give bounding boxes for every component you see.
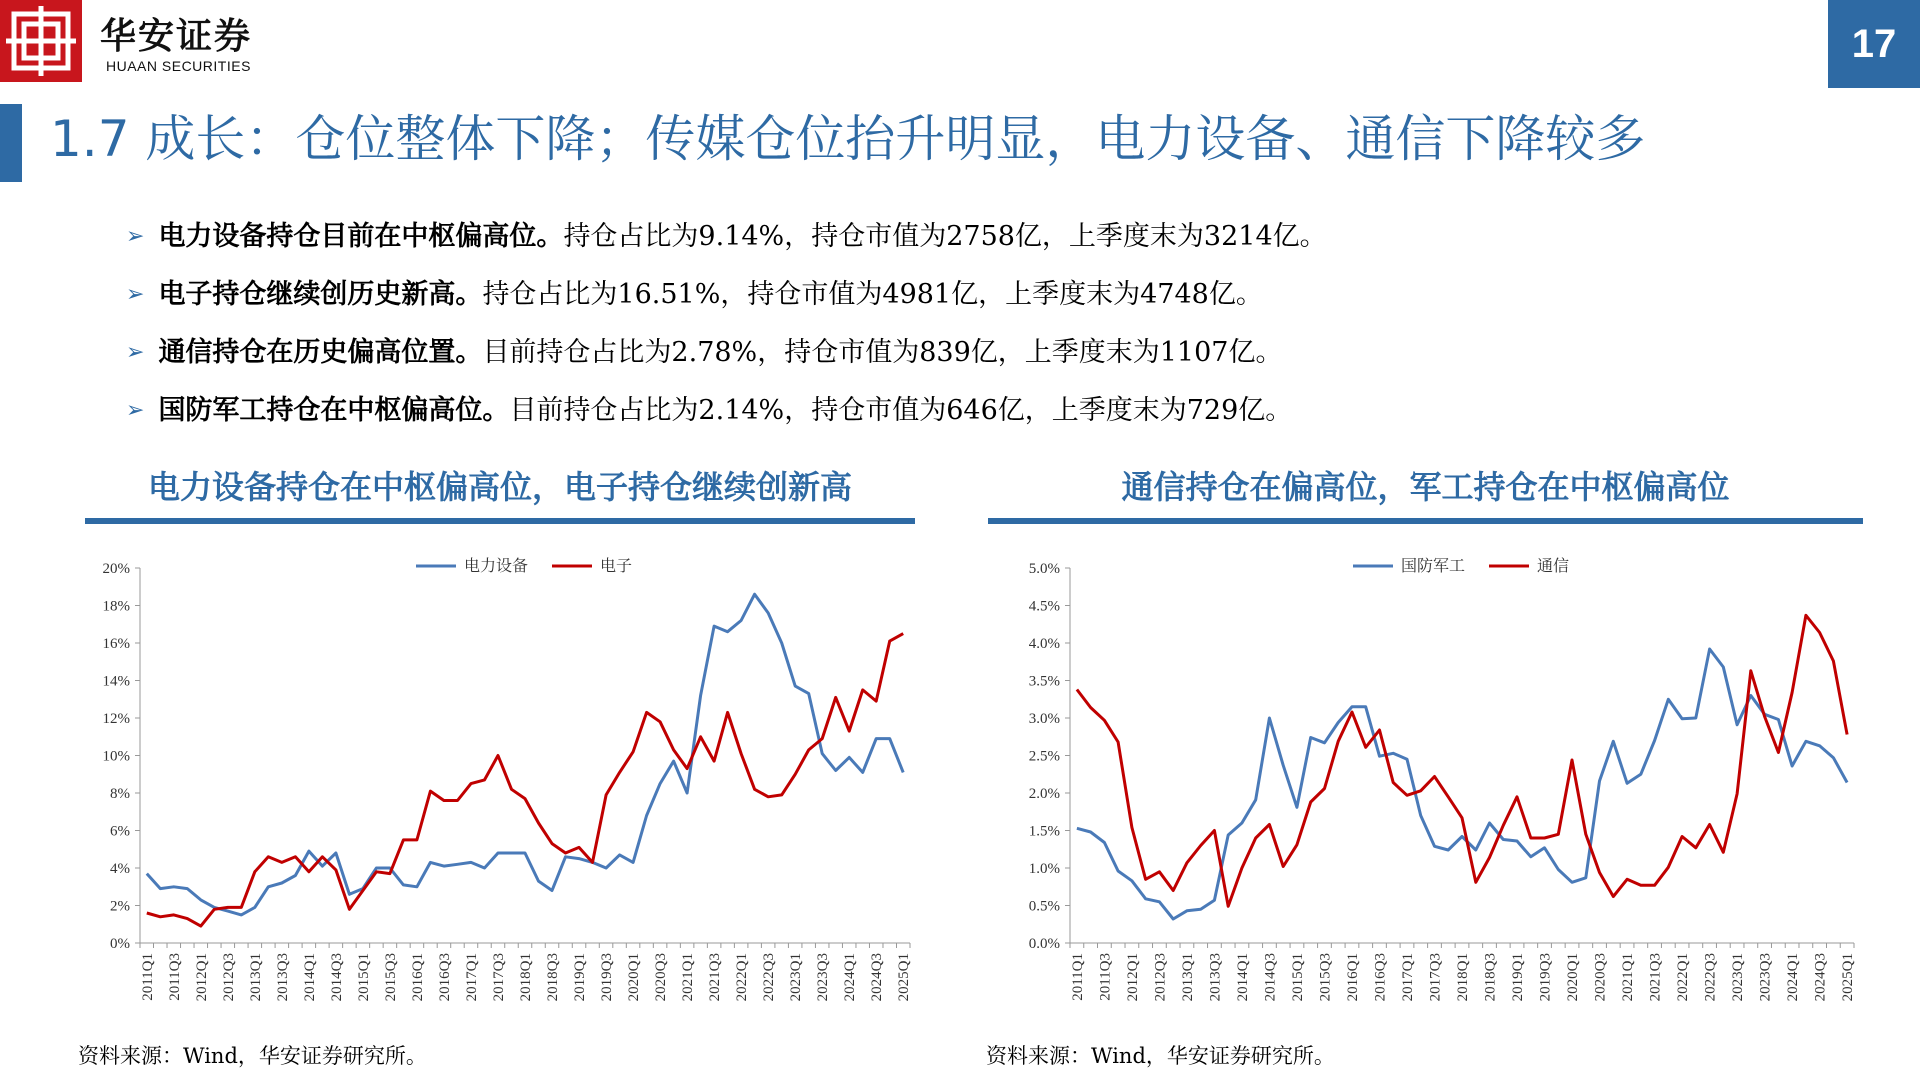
bullet-text: 持仓占比为16.51%，持仓市值为4981亿，上季度末为4748亿。 — [482, 279, 1263, 310]
x-tick-label: 2019Q3 — [1537, 953, 1554, 1002]
series-line-1 — [1077, 649, 1847, 919]
logo-chinese: 华安证券 — [100, 16, 253, 57]
x-tick-label: 2020Q1 — [626, 953, 643, 1002]
x-tick-label: 2017Q1 — [463, 953, 480, 1002]
x-tick-label: 2013Q1 — [1179, 953, 1196, 1002]
y-tick-label: 3.0% — [1028, 711, 1060, 727]
y-tick-label: 2% — [110, 898, 130, 915]
x-tick-label: 2018Q1 — [1455, 953, 1471, 1002]
legend — [1353, 557, 1569, 575]
logo-english: HUAAN SECURITIES — [106, 58, 251, 74]
x-tick-label: 2015Q1 — [1289, 953, 1306, 1002]
y-tick-label: 4.5% — [1028, 598, 1060, 615]
x-tick-label: 2022Q3 — [1702, 953, 1719, 1002]
bullet-text: 目前持仓占比为2.78%，持仓市值为839亿，上季度末为1107亿。 — [482, 337, 1283, 368]
bullet-bold: 国防军工持仓在中枢偏高位。 — [158, 395, 510, 426]
x-tick-label: 2019Q1 — [1510, 953, 1527, 1002]
x-tick-label: 2014Q3 — [1262, 953, 1279, 1002]
y-tick-label: 4% — [110, 861, 130, 877]
arrow-bullet-icon: ➢ — [126, 224, 145, 249]
x-tick-label: 2011Q3 — [166, 953, 183, 1001]
x-tick-label: 2018Q3 — [1482, 953, 1499, 1002]
y-tick-label: 1.0% — [1028, 861, 1060, 877]
chart-rule-left — [85, 518, 915, 524]
y-tick-label: 0.0% — [1028, 936, 1060, 952]
chart-right — [990, 540, 1870, 1035]
legend — [416, 557, 632, 575]
logo-icon — [0, 0, 82, 82]
x-tick-label: 2022Q1 — [1675, 953, 1692, 1002]
bullet-item — [126, 266, 1327, 324]
x-tick-label: 2021Q1 — [680, 953, 697, 1002]
y-tick-label: 3.5% — [1028, 673, 1060, 690]
x-tick-label: 2020Q3 — [1592, 953, 1609, 1002]
x-tick-label: 2019Q1 — [572, 953, 589, 1002]
y-tick-label: 20% — [102, 561, 130, 577]
x-tick-label: 2023Q1 — [788, 953, 805, 1002]
x-tick-label: 2024Q3 — [1812, 953, 1829, 1002]
y-tick-label: 2.0% — [1028, 786, 1060, 802]
source-left: 资料来源：Wind，华安证券研究所。 — [78, 1044, 427, 1068]
x-tick-label: 2020Q3 — [653, 953, 670, 1002]
chart-rule-right — [988, 518, 1863, 524]
x-tick-label: 2023Q1 — [1730, 953, 1747, 1002]
x-tick-label: 2014Q1 — [1234, 953, 1251, 1002]
title-accent-bar — [0, 104, 22, 182]
x-tick-label: 2016Q3 — [436, 953, 453, 1002]
series-line-2 — [147, 634, 903, 927]
x-tick-label: 2020Q1 — [1565, 953, 1582, 1002]
x-tick-label: 2016Q1 — [1344, 953, 1361, 1002]
arrow-bullet-icon: ➢ — [126, 340, 145, 365]
arrow-bullet-icon: ➢ — [126, 282, 145, 307]
logo-mark-icon — [0, 0, 82, 82]
bullet-bold: 电力设备持仓目前在中枢偏高位。 — [158, 221, 564, 252]
y-tick-label: 6% — [110, 823, 130, 840]
x-tick-label: 2022Q1 — [734, 953, 751, 1002]
x-tick-label: 2024Q3 — [869, 953, 886, 1002]
page-number: 17 — [1828, 0, 1920, 88]
y-tick-label: 2.5% — [1028, 748, 1060, 765]
x-tick-label: 2012Q3 — [220, 953, 237, 1002]
x-tick-label: 2013Q1 — [247, 953, 264, 1002]
x-tick-label: 2018Q3 — [545, 953, 562, 1002]
chart-title-right: 通信持仓在偏高位，军工持仓在中枢偏高位 — [1121, 468, 1730, 506]
bullet-bold: 电子持仓继续创历史新高。 — [158, 279, 483, 310]
x-tick-label: 2013Q3 — [1207, 953, 1224, 1002]
x-tick-label: 2015Q3 — [1317, 953, 1334, 1002]
x-tick-label: 2024Q1 — [1785, 953, 1802, 1002]
y-tick-label: 5.0% — [1028, 561, 1060, 577]
x-tick-label: 2011Q1 — [139, 953, 156, 1001]
x-tick-label: 2012Q3 — [1152, 953, 1169, 1002]
y-tick-label: 0% — [110, 936, 130, 952]
legend-label-2: 通信 — [1537, 558, 1570, 575]
bullet-list — [126, 208, 1327, 440]
bullet-bold: 通信持仓在历史偏高位置。 — [158, 337, 483, 368]
x-tick-label: 2014Q3 — [328, 953, 345, 1002]
x-tick-label: 2015Q3 — [382, 953, 399, 1002]
x-tick-label: 2016Q1 — [409, 953, 426, 1002]
y-tick-label: 12% — [102, 711, 130, 727]
bullet-item — [126, 382, 1327, 440]
x-tick-label: 2023Q3 — [815, 953, 832, 1002]
x-tick-label: 2013Q3 — [274, 953, 291, 1002]
y-tick-label: 16% — [102, 636, 130, 652]
legend-label-1: 电力设备 — [464, 558, 529, 575]
x-tick-label: 2021Q3 — [707, 953, 724, 1002]
x-tick-label: 2012Q1 — [1124, 953, 1141, 1002]
x-tick-label: 2017Q3 — [1427, 953, 1444, 1002]
x-tick-label: 2014Q1 — [301, 953, 318, 1002]
x-tick-label: 2021Q1 — [1620, 953, 1637, 1002]
series-line-2 — [1077, 615, 1847, 906]
x-tick-label: 2024Q1 — [842, 953, 859, 1002]
y-tick-label: 18% — [102, 598, 130, 615]
x-tick-label: 2016Q3 — [1372, 953, 1389, 1002]
chart-title-left: 电力设备持仓在中枢偏高位，电子持仓继续创新高 — [147, 468, 852, 506]
x-tick-label: 2019Q3 — [599, 953, 616, 1002]
x-tick-label: 2017Q3 — [490, 953, 507, 1002]
x-tick-label: 2015Q1 — [355, 953, 372, 1002]
y-tick-label: 14% — [102, 673, 130, 690]
x-tick-label: 2011Q1 — [1069, 953, 1086, 1001]
legend-label-2: 电子 — [600, 558, 633, 575]
arrow-bullet-icon: ➢ — [126, 398, 145, 423]
x-tick-label: 2025Q1 — [1840, 953, 1857, 1002]
y-tick-label: 8% — [110, 786, 130, 802]
x-tick-label: 2012Q1 — [193, 953, 210, 1002]
bullet-item — [126, 208, 1327, 266]
legend-label-1: 国防军工 — [1401, 558, 1466, 575]
chart-left — [70, 540, 930, 1035]
x-tick-label: 2023Q3 — [1757, 953, 1774, 1002]
bullet-text: 持仓占比为9.14%，持仓市值为2758亿，上季度末为3214亿。 — [563, 221, 1327, 252]
x-tick-label: 2021Q3 — [1647, 953, 1664, 1002]
x-tick-label: 2017Q1 — [1399, 953, 1416, 1002]
y-tick-label: 1.5% — [1028, 823, 1060, 840]
x-tick-label: 2018Q1 — [518, 953, 534, 1002]
y-tick-label: 4.0% — [1028, 636, 1060, 652]
x-tick-label: 2022Q3 — [761, 953, 778, 1002]
x-tick-label: 2011Q3 — [1097, 953, 1114, 1001]
y-tick-label: 10% — [102, 748, 130, 765]
x-tick-label: 2025Q1 — [896, 953, 913, 1002]
source-right: 资料来源：Wind，华安证券研究所。 — [986, 1044, 1335, 1068]
bullet-item — [126, 324, 1327, 382]
page-title: 1.7 成长：仓位整体下降；传媒仓位抬升明显，电力设备、通信下降较多 — [50, 110, 1646, 168]
y-tick-label: 0.5% — [1028, 898, 1060, 915]
bullet-text: 目前持仓占比为2.14%，持仓市值为646亿，上季度末为729亿。 — [509, 395, 1293, 426]
